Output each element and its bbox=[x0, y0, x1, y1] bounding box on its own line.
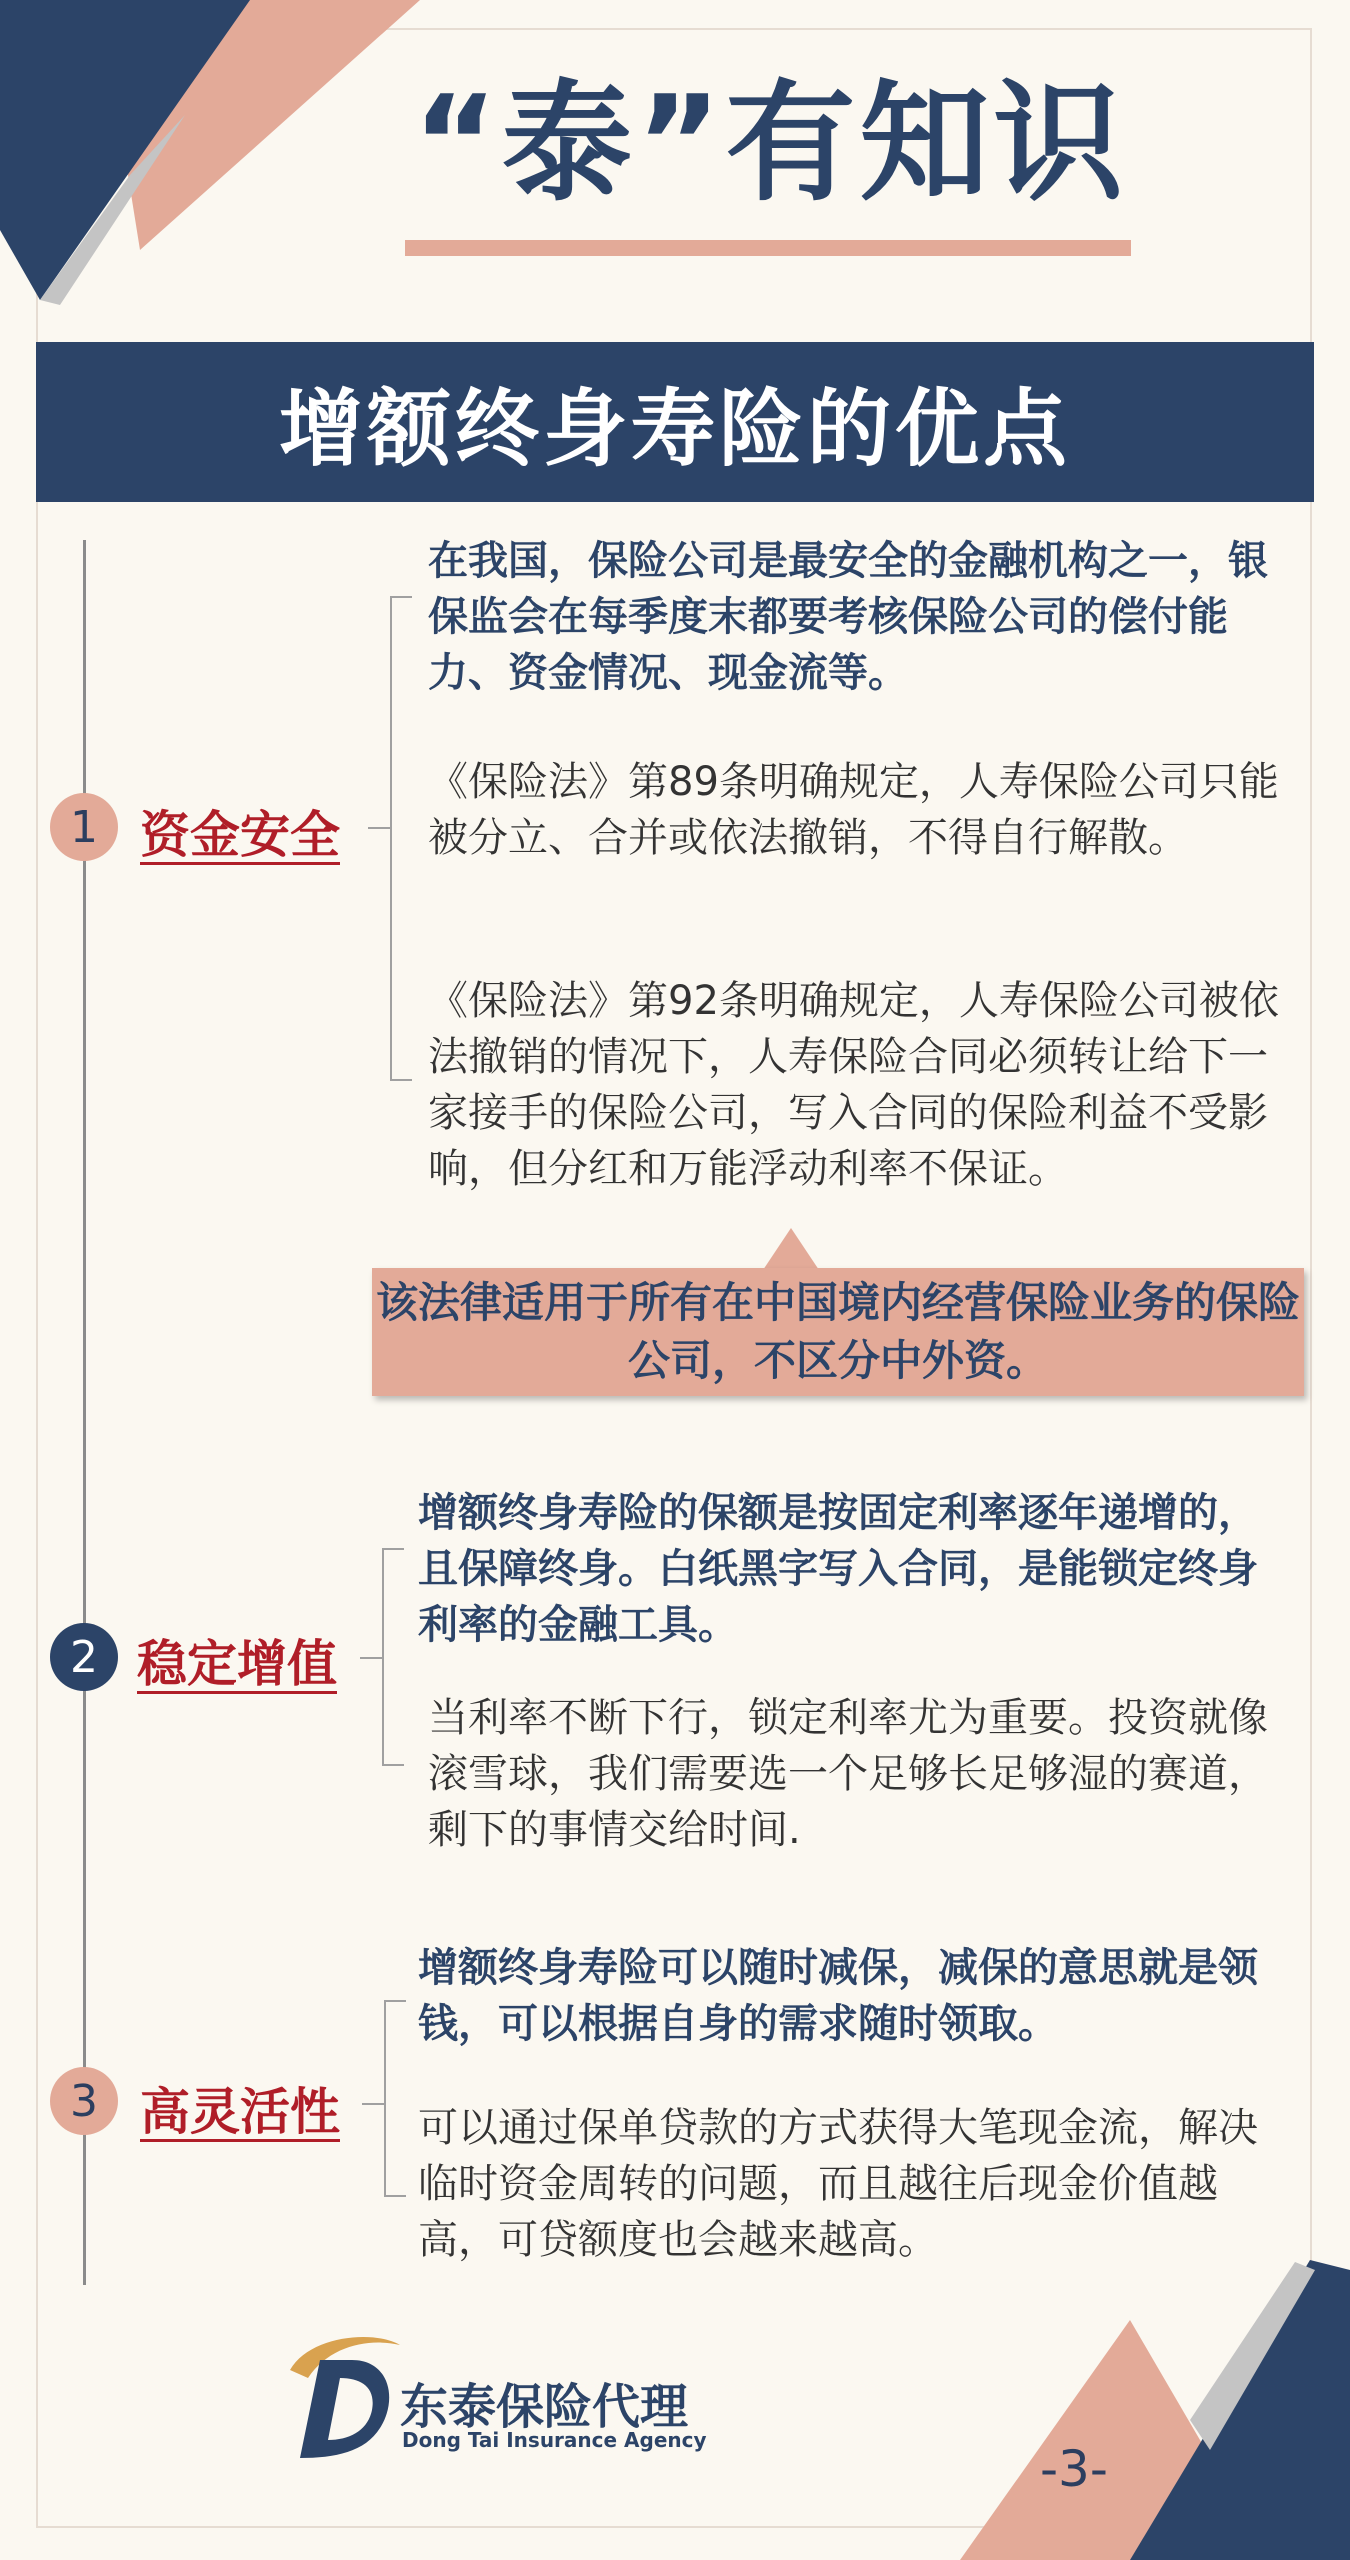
section-3-bracket-stem bbox=[362, 2103, 384, 2105]
section-3-number-badge: 3 bbox=[50, 2067, 118, 2135]
section-2-label: 稳定增值 bbox=[137, 1635, 337, 1693]
section-1-bracket bbox=[390, 596, 412, 1081]
section-3-bracket bbox=[384, 2000, 406, 2197]
section-2-paragraph-2: 当利率不断下行，锁定利率尤为重要。投资就像滚雪球，我们需要选一个足够长足够湿的赛道，剩下的事情交给时间. bbox=[428, 1695, 1268, 1853]
section-2-bracket-stem bbox=[360, 1657, 382, 1659]
section-2-bracket bbox=[382, 1548, 404, 1766]
section-2-paragraph-1: 增额终身寿险的保额是按固定利率逐年递增的，且保障终身。白纸黑字写入合同，是能锁定终身利率的金融工具。 bbox=[418, 1490, 1258, 1648]
page-number: -3- bbox=[1040, 2440, 1108, 2498]
section-3-label: 高灵活性 bbox=[140, 2083, 340, 2141]
callout-arrow bbox=[763, 1228, 819, 1270]
section-1-paragraph-1: 在我国，保险公司是最安全的金融机构之一，银保监会在每季度末都要考核保险公司的偿付能力、资金情况、现金流等。 bbox=[428, 538, 1268, 696]
section-1-label: 资金安全 bbox=[140, 806, 340, 864]
page-title: “泰”有知识 bbox=[412, 67, 1128, 219]
section-1-bracket-stem bbox=[368, 827, 390, 829]
section-1-paragraph-2: 《保险法》第89条明确规定，人寿保险公司只能被分立、合并或依法撤销，不得自行解散。 bbox=[428, 759, 1279, 861]
section-3-paragraph-2: 可以通过保单贷款的方式获得大笔现金流，解决临时资金周转的问题，而且越往后现金价值越高，可贷额度也会越来越高。 bbox=[418, 2105, 1258, 2263]
section-3-paragraph-1: 增额终身寿险可以随时减保，减保的意思就是领钱，可以根据自身的需求随时领取。 bbox=[418, 1945, 1258, 2047]
section-1-callout: 该法律适用于所有在中国境内经营保险业务的保险公司，不区分中外资。 bbox=[372, 1268, 1304, 1396]
section-1-number-badge: 1 bbox=[50, 793, 118, 861]
bottom-right-corner-decoration bbox=[930, 2250, 1350, 2560]
title-underline bbox=[405, 240, 1131, 256]
section-2-number-badge: 2 bbox=[50, 1623, 118, 1691]
section-banner: 增额终身寿险的优点 bbox=[36, 342, 1314, 502]
top-left-corner-decoration bbox=[0, 0, 440, 310]
company-name-english: Dong Tai Insurance Agency bbox=[402, 2428, 707, 2452]
company-name: 东泰保险代理 bbox=[400, 2379, 689, 2435]
section-1-paragraph-3: 《保险法》第92条明确规定，人寿保险公司被依法撤销的情况下，人寿保险合同必须转让给下一家接手的保险公司，写入合同的保险利益不受影响，但分红和万能浮动利率不保证。 bbox=[428, 978, 1279, 1192]
company-logo-icon bbox=[280, 2330, 405, 2465]
